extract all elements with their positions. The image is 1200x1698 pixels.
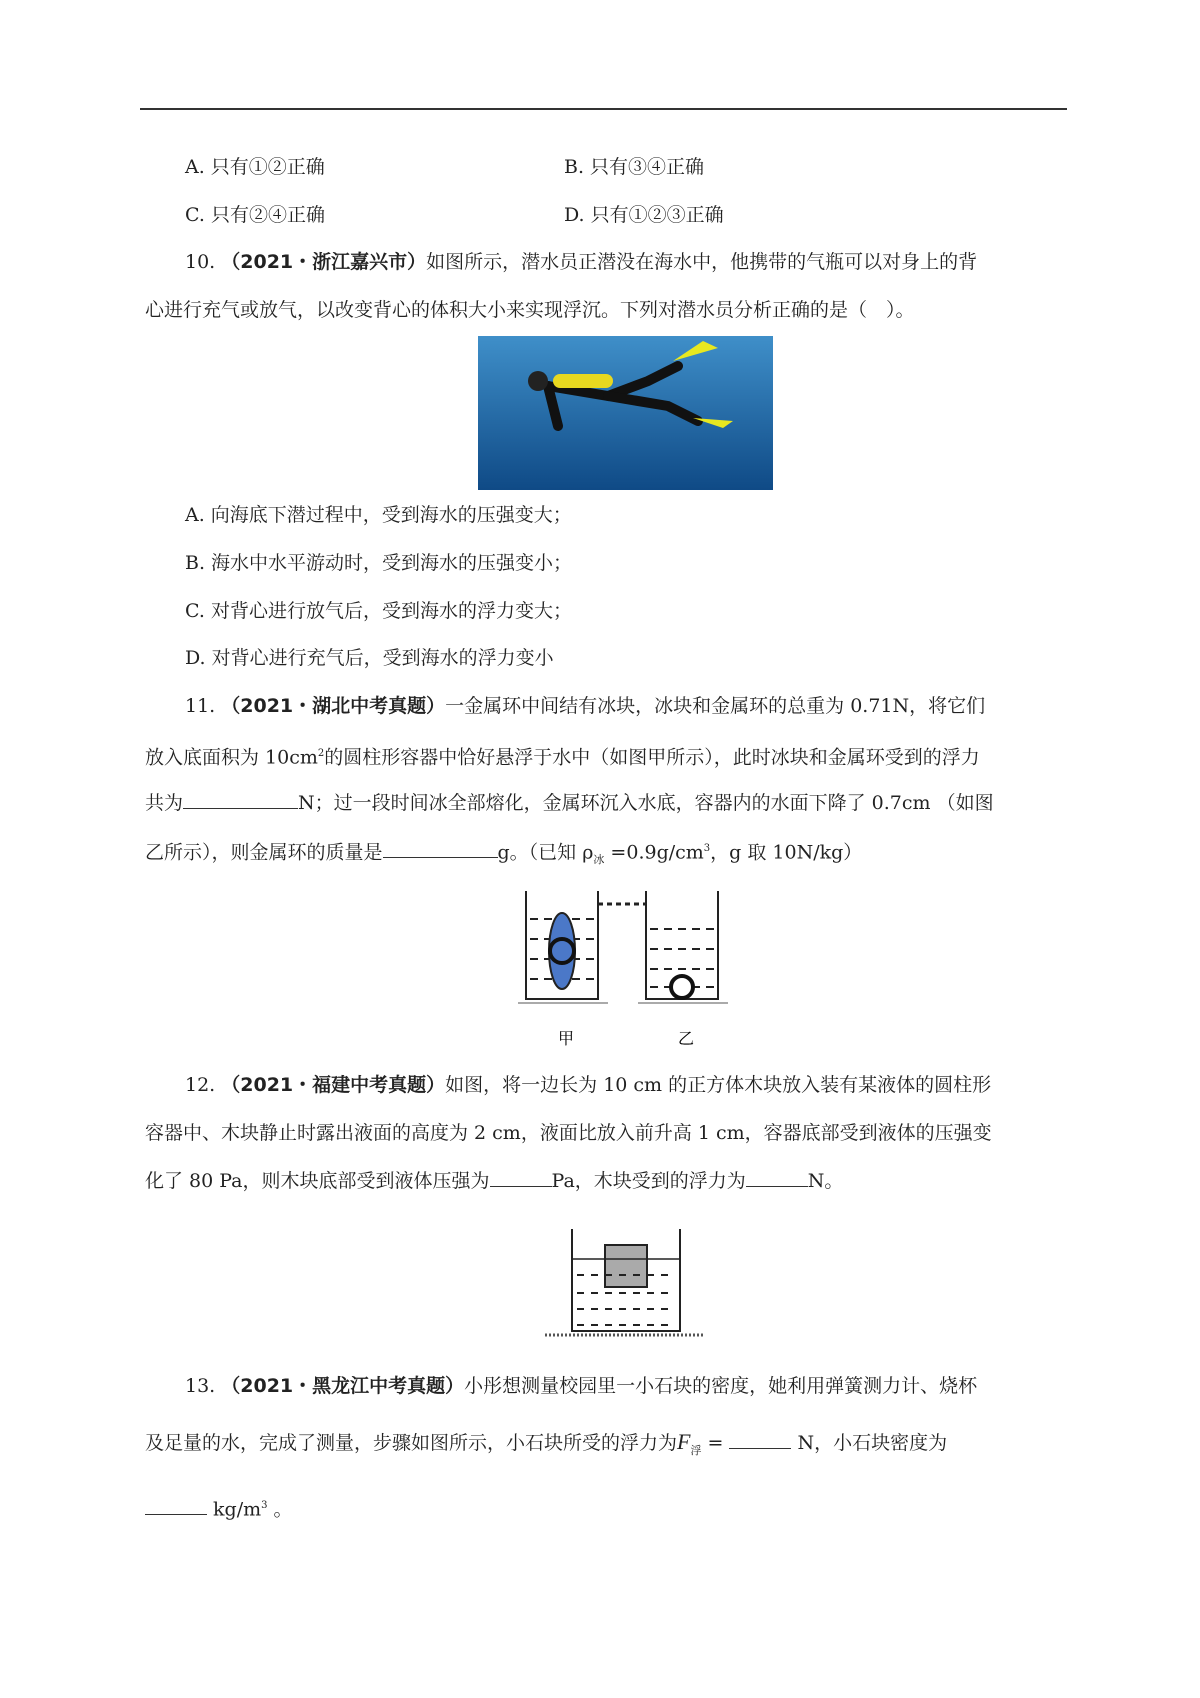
q13-text: 。 — [267, 1498, 293, 1521]
header-rule — [140, 108, 1067, 110]
q11-line3 — [145, 790, 994, 815]
q10-option-b: B. 海水中水平游动时，受到海水的压强变小； — [185, 552, 573, 574]
answer-blank[interactable] — [383, 839, 498, 858]
q13-text: = — [701, 1432, 730, 1454]
superscript: 2 — [317, 748, 325, 759]
answer-blank[interactable] — [490, 1168, 552, 1187]
q10-line2: 心进行充气或放气，以改变背心的体积大小来实现浮沉。下列对潜水员分析正确的是（ ）。 — [145, 299, 915, 321]
q10-text: 如图所示，潜水员正潜没在海水中，他携带的气瓶可以对身上的背 — [426, 251, 978, 273]
answer-blank[interactable] — [729, 1430, 791, 1449]
q9-option-d: D. 只有①②③正确 — [564, 204, 724, 226]
q11-text: 放入底面积为 10cm — [145, 746, 318, 769]
q10-line1 — [185, 250, 977, 274]
q10-option-c: C. 对背心进行放气后，受到海水的浮力变大； — [185, 600, 572, 622]
q13-number: 13. — [185, 1375, 222, 1397]
answer-blank[interactable] — [183, 790, 298, 809]
q12-text: N。 — [807, 1170, 844, 1192]
superscript: 3 — [261, 1500, 268, 1511]
q11-line4 — [145, 837, 862, 872]
q11-text: g。（已知 ρ — [497, 841, 594, 864]
q11-source: （2021・湖北中考真题） — [221, 695, 446, 717]
q10-source: （2021・浙江嘉兴市） — [221, 251, 427, 273]
q13-line2 — [145, 1430, 947, 1463]
wood-block-figure — [545, 1227, 710, 1345]
superscript: 3 — [703, 843, 711, 854]
q11-text: 共为 — [145, 792, 184, 814]
answer-blank[interactable] — [145, 1496, 207, 1515]
subscript: 冰 — [593, 853, 605, 867]
force-symbol: F — [677, 1429, 691, 1454]
q13-text: 及足量的水，完成了测量，步骤如图所示，小石块所受的浮力为 — [145, 1432, 678, 1454]
q9-option-b: B. 只有③④正确 — [564, 156, 705, 178]
q9-option-a: A. 只有①②正确 — [185, 156, 325, 178]
q12-text: Pa，木块受到的浮力为 — [551, 1170, 746, 1192]
q11-text: ，g 取 10N/kg） — [710, 841, 863, 864]
q10-option-d: D. 对背心进行充气后，受到海水的浮力变小 — [185, 647, 554, 669]
q13-line1 — [185, 1374, 977, 1398]
q13-text: 小彤想测量校园里一小石块的密度，她利用弹簧测力计、烧杯 — [464, 1375, 978, 1397]
q9-option-c: C. 只有②④正确 — [185, 204, 325, 226]
label-yi: 乙 — [678, 1029, 695, 1048]
q11-text: 一金属环中间结有冰块，冰块和金属环的总重为 0.71N，将它们 — [445, 695, 986, 717]
q10-option-a: A. 向海底下潜过程中，受到海水的压强变大； — [185, 504, 572, 526]
q13-source: （2021・黑龙江中考真题） — [221, 1375, 465, 1397]
label-jia: 甲 — [558, 1029, 575, 1048]
q11-text: 的圆柱形容器中恰好悬浮于水中（如图甲所示），此时冰块和金属环受到的浮力 — [324, 746, 980, 769]
q12-text: 化了 80 Pa，则木块底部受到液体压强为 — [145, 1170, 490, 1192]
q11-line1 — [185, 694, 985, 718]
q11-number: 11. — [185, 695, 222, 717]
q12-line2: 容器中、木块静止时露出液面的高度为 2 cm，液面比放入前升高 1 cm，容器底部受到液体的压强变 — [145, 1122, 992, 1144]
q12-source: （2021・福建中考真题） — [221, 1074, 446, 1096]
ice-ring-figure — [518, 889, 733, 1049]
q11-text: =0.9g/cm — [604, 841, 704, 864]
q12-line1 — [185, 1073, 991, 1097]
subscript: 浮 — [690, 1443, 702, 1457]
q12-number: 12. — [185, 1074, 222, 1096]
q13-text: kg/m — [207, 1498, 262, 1521]
q11-line2 — [145, 742, 980, 769]
q10-number: 10. — [185, 251, 222, 273]
q13-text: N，小石块密度为 — [791, 1432, 948, 1454]
q13-line3 — [145, 1494, 293, 1521]
diver-photo — [478, 336, 773, 490]
q11-text: N；过一段时间冰全部熔化，金属环沉入水底，容器内的水面下降了 0.7cm （如图 — [298, 792, 994, 814]
q12-line3 — [145, 1168, 843, 1193]
q11-text: 乙所示），则金属环的质量是 — [145, 841, 383, 864]
q12-text: 如图，将一边长为 10 cm 的正方体木块放入装有某液体的圆柱形 — [445, 1074, 992, 1096]
answer-blank[interactable] — [746, 1168, 808, 1187]
